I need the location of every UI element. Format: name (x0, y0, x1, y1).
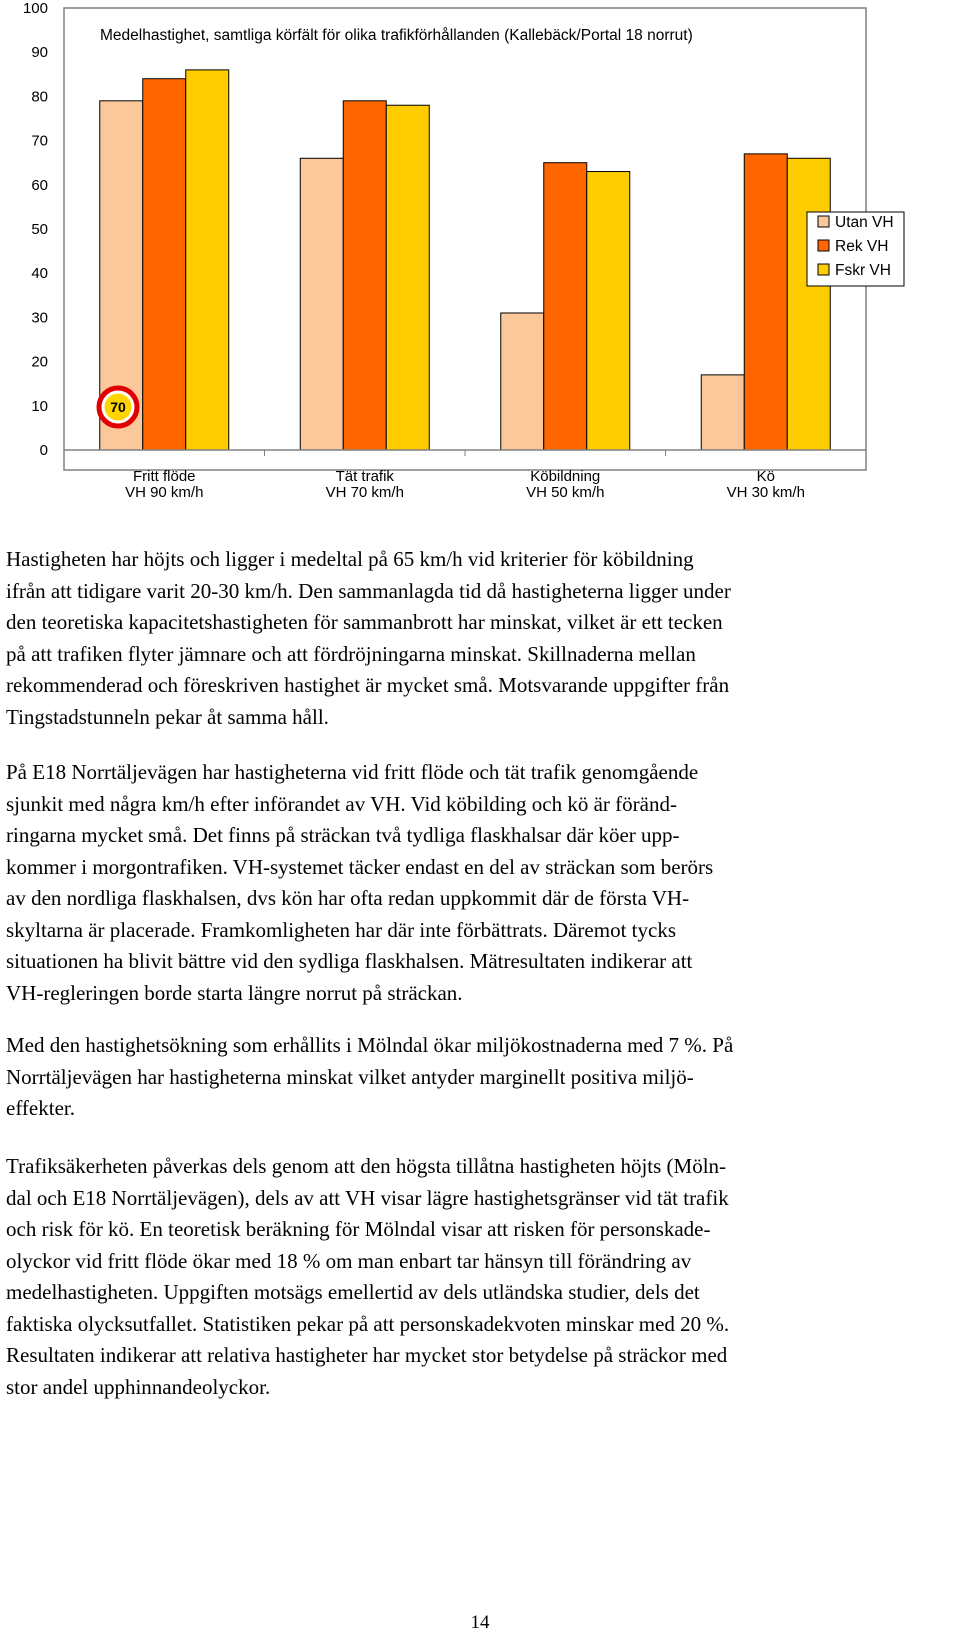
y-axis (23, 0, 48, 459)
x-category-label: Tät trafik (335, 468, 394, 485)
page-number: 14 (470, 1612, 490, 1633)
legend-swatch (818, 216, 829, 227)
paragraph-speed-results (6, 544, 956, 733)
bar-fskr-vh (186, 70, 229, 450)
legend-label: Rek VH (835, 238, 889, 255)
text-line: sjunkit med några km/h efter införandet av VH. Vid köbilding och kö är föränd- (6, 791, 677, 816)
legend-label: Utan VH (835, 214, 894, 231)
text-line: kommer i morgontrafiken. VH-systemet täcker endast en del av sträckan som berörs (6, 854, 714, 879)
bar-utan-vh (501, 313, 544, 450)
text-line: VH-regleringen borde starta längre norrut på sträckan. (6, 980, 463, 1005)
bar-rek-vh (343, 101, 386, 450)
x-category-label: Köbildning (530, 468, 601, 485)
paragraph-e18 (6, 757, 956, 1009)
text-line: Hastigheten har höjts och ligger i medeltal på 65 km/h vid kriterier för köbildning (6, 547, 694, 571)
y-tick-label: 80 (31, 88, 48, 106)
text-line: På E18 Norrtäljevägen har hastigheterna vid fritt flöde och tät trafik genomgående (6, 760, 699, 784)
text-line: stor andel upphinnandeolyckor. (6, 1374, 271, 1399)
text-line: rekommenderad och föreskriven hastighet är mycket små. Motsvarande uppgifter från (6, 673, 730, 697)
text-line: och risk för kö. En teoretisk beräkning för Mölndal visar att risken för personskade- (6, 1217, 711, 1241)
speed-limit-sign-label: 70 (110, 399, 126, 415)
text-line: medelhastigheten. Uppgiften motsägs emellertid av dels utländska studier, dels det (6, 1280, 700, 1304)
text-line: på att trafiken flyter jämnare och att fördröjningarna minskat. Skillnaderna mellan (6, 641, 696, 666)
y-tick-label: 90 (31, 44, 48, 62)
y-tick-label: 20 (31, 353, 48, 371)
body-text (6, 1030, 956, 1125)
body-text (6, 1151, 956, 1403)
paragraph-safety (6, 1151, 956, 1403)
chart-title: Medelhastighet, samtliga körfält för olika trafikförhållanden (Kallebäck/Portal 18 norrut) (100, 27, 693, 44)
body-text (6, 757, 956, 1009)
text-line: effekter. (6, 1096, 75, 1120)
y-tick-label: 100 (22, 0, 48, 17)
legend-swatch (818, 264, 829, 275)
text-line: ifrån att tidigare varit 20-30 km/h. Den sammanlagda tid då hastigheterna ligger under (6, 578, 731, 603)
text-line: skyltarna är placerade. Framkomligheten har där inte förbättrats. Däremot tycks (6, 917, 676, 942)
bar-rek-vh (744, 154, 787, 450)
text-line: olyckor vid fritt flöde ökar med 18 % om man enbart tar hänsyn till förändring av (6, 1248, 692, 1273)
bar-rek-vh (143, 79, 186, 450)
legend (807, 212, 904, 286)
y-tick-label: 30 (31, 309, 48, 327)
x-category-label: VH 70 km/h (325, 484, 404, 501)
text-line: Norrtäljevägen har hastigheterna minskat vilket antyder marginellt positiva miljö- (6, 1064, 694, 1089)
text-line: den teoretiska kapacitetshastigheten för sammanbrott har minskat, vilket är ett tecken (6, 610, 723, 634)
bar-fskr-vh (386, 105, 429, 450)
bar-utan-vh (701, 375, 744, 450)
y-tick-label: 60 (31, 176, 48, 194)
text-line: Med den hastighetsökning som erhållits i Mölndal ökar miljökostnaderna med 7 %. På (6, 1033, 734, 1057)
text-line: av den nordliga flaskhalsen, dvs kön har ofta redan uppkommit där de första VH- (6, 886, 690, 910)
speed-bar-chart (0, 0, 960, 520)
x-category-label: Fritt flöde (132, 468, 196, 485)
x-category-label: VH 30 km/h (726, 484, 805, 501)
bar-utan-vh (300, 158, 343, 450)
legend-label: Fskr VH (835, 262, 891, 279)
y-tick-label: 40 (31, 265, 48, 283)
body-text (6, 544, 956, 733)
text-line: Trafiksäkerheten påverkas dels genom att den högsta tillåtna hastigheten höjts (Möln- (6, 1154, 727, 1178)
y-tick-label: 0 (39, 442, 48, 459)
text-line: ringarna mycket små. Det finns på sträckan två tydliga flaskhalsar där köer upp- (6, 823, 680, 847)
x-category-label: VH 50 km/h (526, 484, 605, 501)
text-line: faktiska olycksutfallet. Statistiken pekar på att personskadekvoten minskar med 20 %. (6, 1311, 730, 1336)
legend-swatch (818, 240, 829, 251)
bar-fskr-vh (787, 158, 830, 450)
y-tick-label: 10 (31, 397, 48, 415)
text-line: Resultaten indikerar att relativa hastigheter har mycket stor betydelse på sträckor med (6, 1343, 728, 1367)
x-category-label: Kö (756, 468, 775, 485)
speed-limit-sign-icon (99, 388, 137, 426)
text-line: dal och E18 Norrtäljevägen), dels av att VH visar lägre hastighetsgränser vid tät trafik (6, 1185, 729, 1210)
y-tick-label: 70 (31, 132, 48, 150)
x-category-label: VH 90 km/h (125, 484, 204, 501)
paragraph-environment (6, 1030, 956, 1125)
text-line: situationen ha blivit bättre vid den sydliga flaskhalsen. Mätresultaten indikerar att (6, 949, 693, 973)
y-tick-label: 50 (31, 221, 48, 238)
bar-rek-vh (544, 163, 587, 450)
text-line: Tingstadstunneln pekar åt samma håll. (6, 704, 329, 729)
bar-fskr-vh (587, 172, 630, 450)
